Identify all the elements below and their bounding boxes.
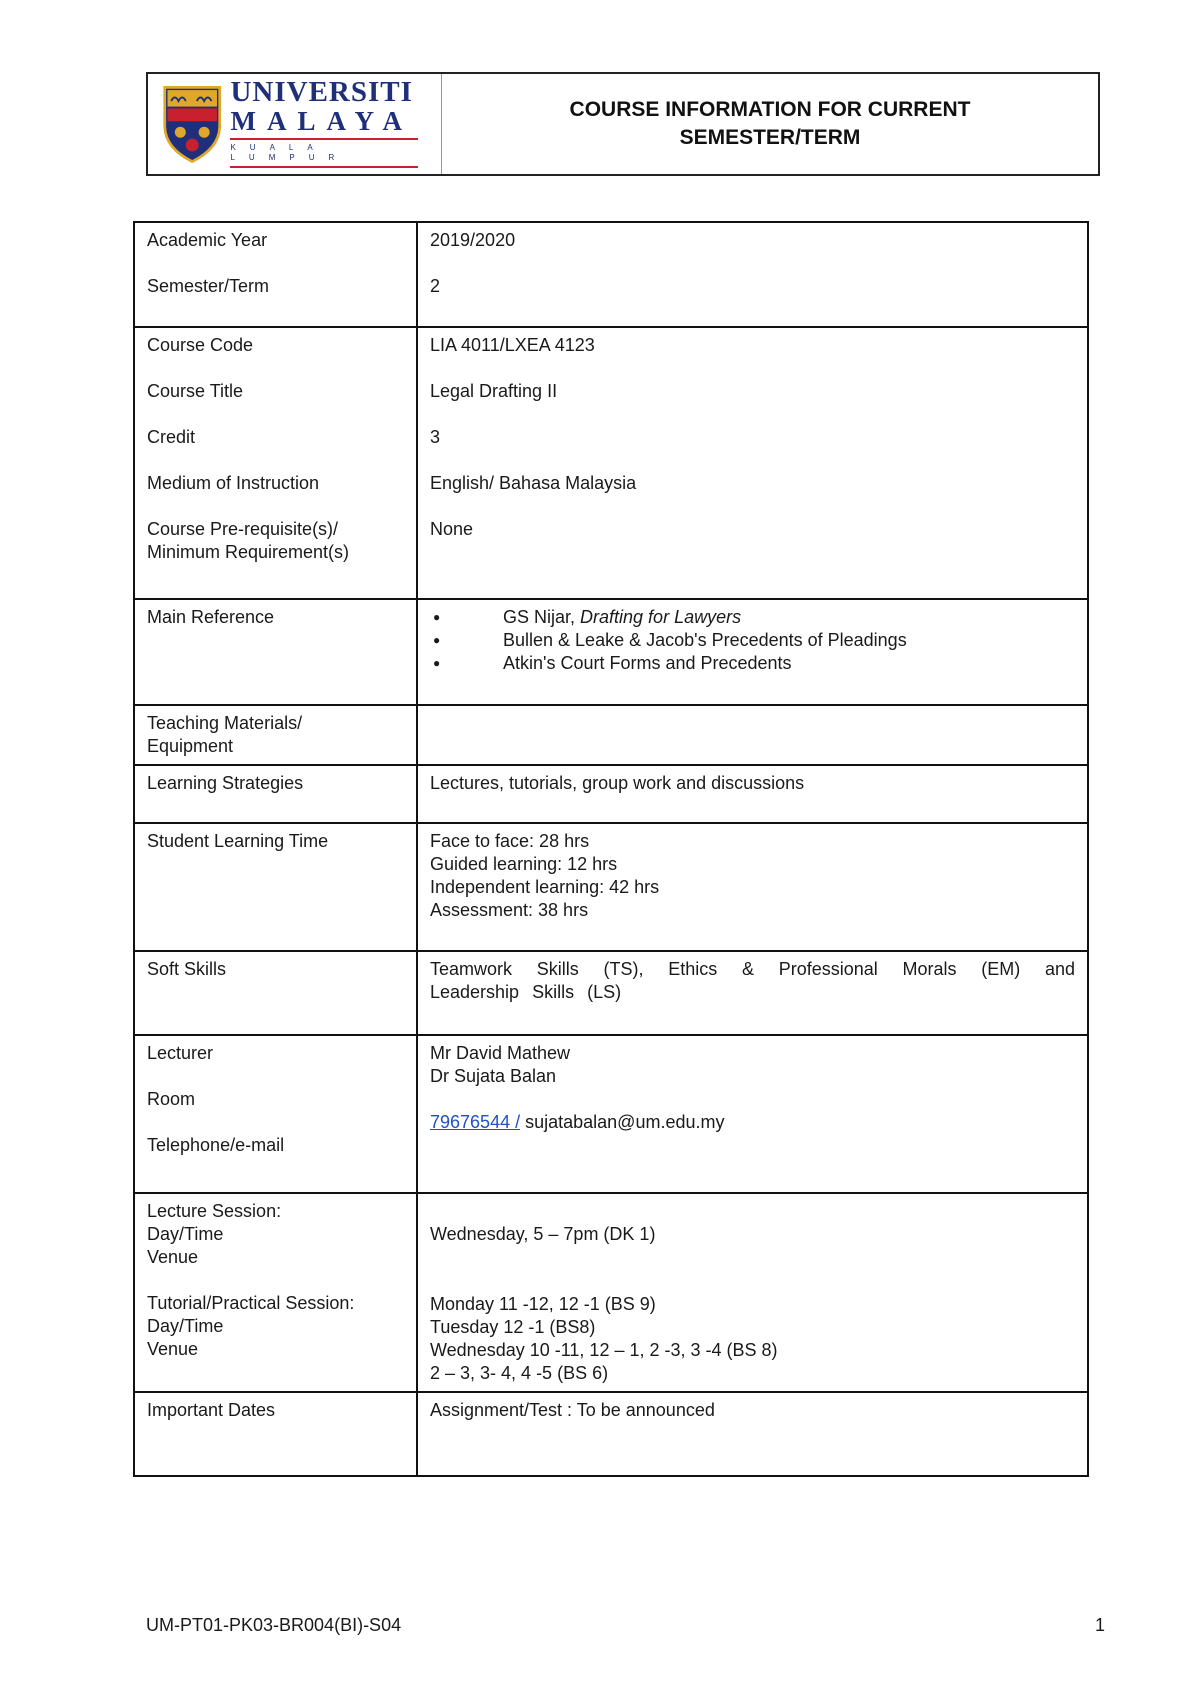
course-code-label: Course Code <box>147 335 254 355</box>
contact-line <box>430 1111 1075 1134</box>
credit-label: Credit <box>147 427 196 447</box>
reference-title: Drafting for Lawyers <box>580 607 742 627</box>
learning-strategies-label: Learning Strategies <box>147 773 304 793</box>
page-number: 1 <box>1095 1615 1106 1635</box>
lecture-venue-label: Venue <box>147 1247 199 1267</box>
list-item <box>430 606 1075 629</box>
learning-strategies-value: Lectures, tutorials, group work and discussions <box>430 773 805 793</box>
logo-rule <box>230 166 418 168</box>
tutorial-session-label: Tutorial/Practical Session: <box>147 1293 355 1313</box>
important-dates-label: Important Dates <box>147 1400 276 1420</box>
course-info-table <box>133 221 1089 1477</box>
course-title-value: Legal Drafting II <box>430 381 558 401</box>
table-row <box>134 1392 1088 1476</box>
tutorial-venue-label: Venue <box>147 1339 199 1359</box>
credit-value: 3 <box>430 427 441 447</box>
tutorial-wednesday: Wednesday 10 -11, 12 – 1, 2 -3, 3 -4 (BS 8) <box>430 1340 778 1360</box>
academic-year-label: Academic Year <box>147 230 268 250</box>
soft-skills-label: Soft Skills <box>147 959 227 979</box>
lecture-session-value: Wednesday, 5 – 7pm (DK 1) <box>430 1224 656 1244</box>
reference-author: GS Nijar, <box>503 607 581 627</box>
university-logo <box>148 74 442 174</box>
slt-assessment: Assessment: 38 hrs <box>430 900 589 920</box>
table-row <box>134 705 1088 765</box>
title-line-1: COURSE INFORMATION FOR CURRENT <box>569 98 971 121</box>
main-reference-list <box>430 606 1075 675</box>
lecture-daytime-label: Day/Time <box>147 1224 224 1244</box>
table-row <box>134 765 1088 823</box>
course-code-value: LIA 4011/LXEA 4123 <box>430 335 595 355</box>
table-row <box>134 222 1088 327</box>
slt-guided: Guided learning: 12 hrs <box>430 854 618 874</box>
important-dates-value: Assignment/Test : To be announced <box>430 1400 715 1420</box>
soft-skills-value: Teamwork Skills (TS), Ethics & Professional Morals (EM) and Leadership Skills (LS) <box>430 959 1075 1002</box>
table-row <box>134 1035 1088 1193</box>
tutorial-tuesday: Tuesday 12 -1 (BS8) <box>430 1317 596 1337</box>
list-item: ● Atkin's Court Forms and Precedents <box>430 652 1075 675</box>
medium-label: Medium of Instruction <box>147 473 320 493</box>
student-learning-time-label: Student Learning Time <box>147 831 329 851</box>
teaching-materials-label-2: Equipment <box>147 736 234 756</box>
course-title-label: Course Title <box>147 381 244 401</box>
logo-rule <box>230 138 418 140</box>
teaching-materials-label-1: Teaching Materials/ <box>147 713 303 733</box>
logo-line-kuala-lumpur: KUALA LUMPUR <box>230 143 349 162</box>
table-row <box>134 599 1088 705</box>
logo-line-universiti: UNIVERSITI <box>230 76 413 108</box>
telephone-link[interactable]: 79676544 / <box>430 1112 521 1132</box>
medium-value: English/ Bahasa Malaysia <box>430 473 637 493</box>
logo-line-malaya: MALAYA <box>230 106 413 136</box>
lecturer-name-2: Dr Sujata Balan <box>430 1066 557 1086</box>
tutorial-wednesday-extra: 2 – 3, 3- 4, 4 -5 (BS 6) <box>430 1363 609 1383</box>
table-row <box>134 1193 1088 1392</box>
tutorial-monday: Monday 11 -12, 12 -1 (BS 9) <box>430 1294 656 1314</box>
document-code: UM-PT01-PK03-BR004(BI)-S04 <box>146 1615 402 1635</box>
slt-face-to-face: Face to face: 28 hrs <box>430 831 590 851</box>
email-text: sujatabalan@um.edu.my <box>520 1112 725 1132</box>
prereq-label-2: Minimum Requirement(s) <box>147 542 350 562</box>
slt-independent: Independent learning: 42 hrs <box>430 877 660 897</box>
lecture-session-label: Lecture Session: <box>147 1201 282 1221</box>
semester-value: 2 <box>430 276 441 296</box>
tutorial-daytime-label: Day/Time <box>147 1316 224 1336</box>
university-crest-icon <box>162 81 222 167</box>
prereq-label-1: Course Pre-requisite(s)/ <box>147 519 339 539</box>
main-reference-label: Main Reference <box>147 607 275 627</box>
page-title <box>442 74 1098 174</box>
table-row <box>134 823 1088 951</box>
table-row <box>134 327 1088 599</box>
telephone-email-label: Telephone/e-mail <box>147 1135 285 1155</box>
prereq-value: None <box>430 519 474 539</box>
document-header <box>146 72 1100 176</box>
semester-label: Semester/Term <box>147 276 270 296</box>
room-label: Room <box>147 1089 196 1109</box>
list-item: ● Bullen & Leake & Jacob's Precedents of Pleadings <box>430 629 1075 652</box>
title-line-2: SEMESTER/TERM <box>679 126 861 149</box>
lecturer-name-1: Mr David Mathew <box>430 1043 571 1063</box>
academic-year-value: 2019/2020 <box>430 230 516 250</box>
lecturer-label: Lecturer <box>147 1043 214 1063</box>
table-row <box>134 951 1088 1035</box>
